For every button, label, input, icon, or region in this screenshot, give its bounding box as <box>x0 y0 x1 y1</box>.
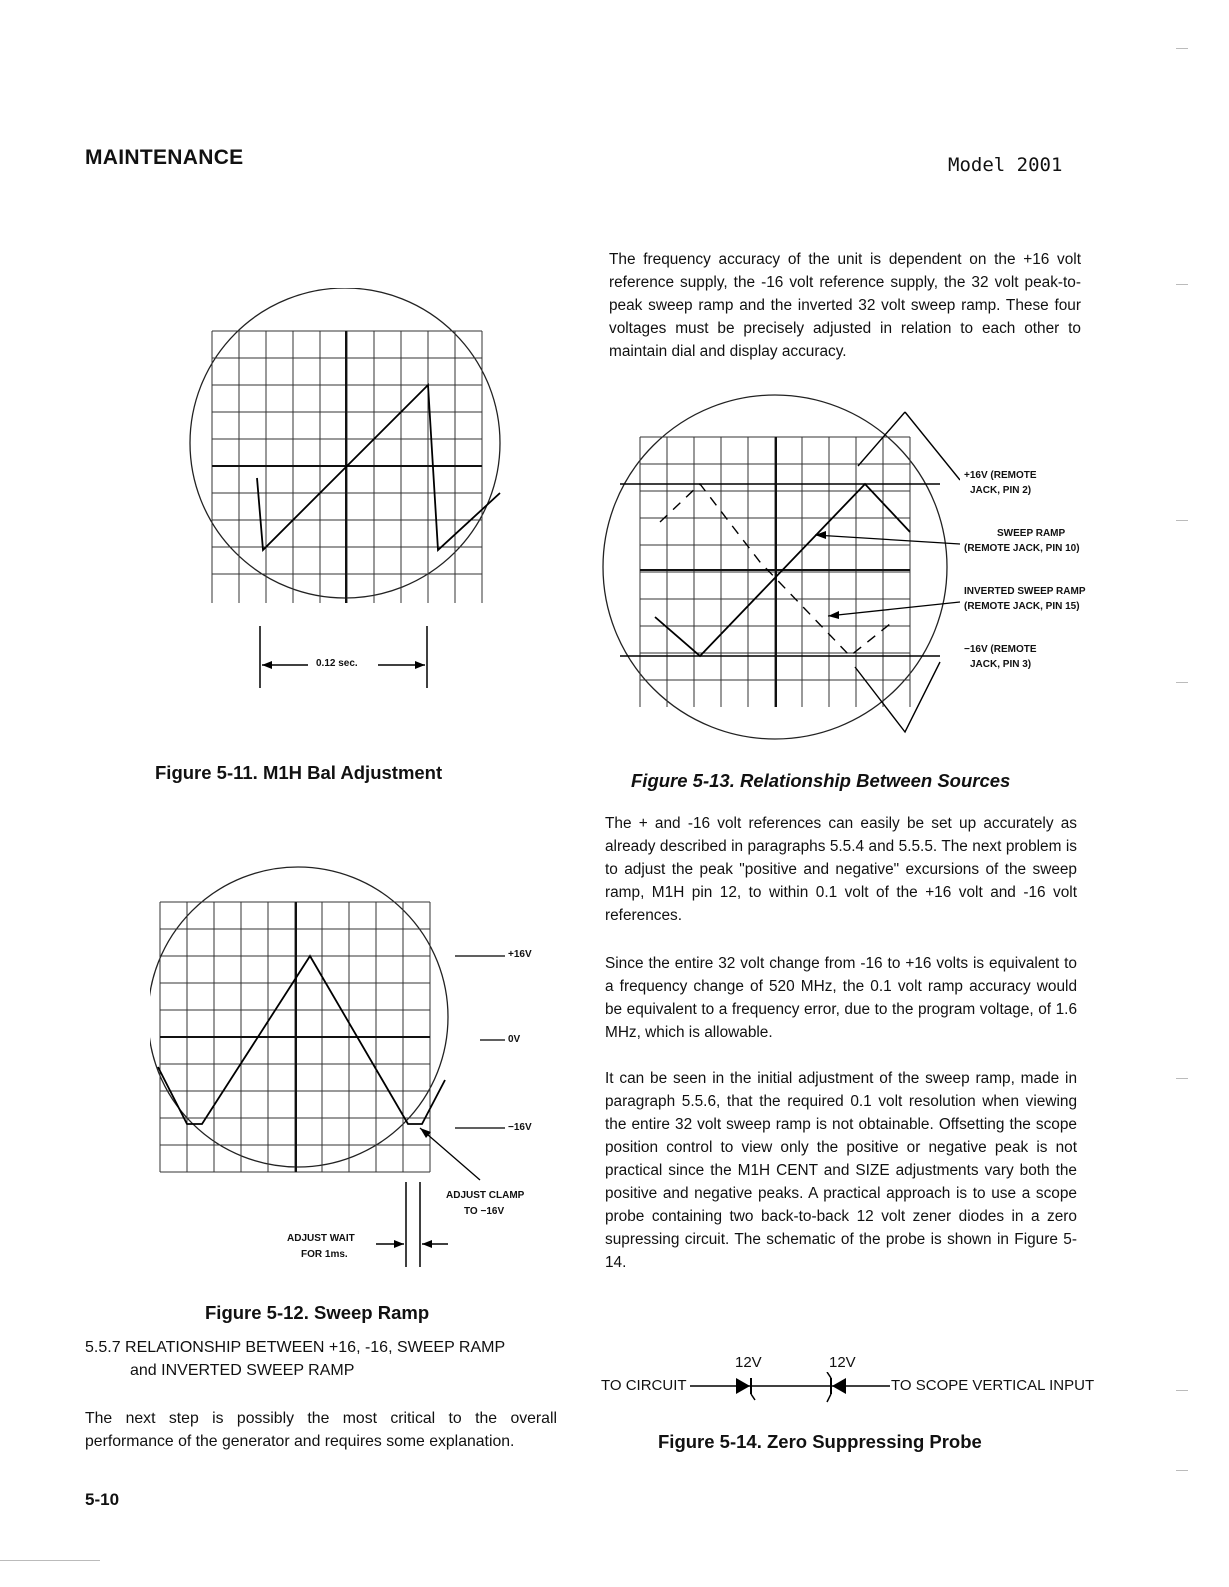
margin-mark <box>1176 520 1188 521</box>
zener-diode-2 <box>832 1378 846 1394</box>
figure-5-12-scope <box>150 862 550 1282</box>
zener-schematic <box>690 1372 895 1406</box>
label-a2: JACK, PIN 2) <box>970 485 1032 496</box>
margin-mark <box>1176 1078 1188 1079</box>
page-number: 5-10 <box>85 1490 120 1509</box>
probe-right-label: TO SCOPE VERTICAL INPUT <box>891 1377 1095 1394</box>
figure-5-11-scope <box>160 288 520 698</box>
figure-5-12-caption: Figure 5-12. Sweep Ramp <box>205 1302 430 1323</box>
label-b2: (REMOTE JACK, PIN 10) <box>964 543 1080 554</box>
label-clamp-2: TO −16V <box>464 1206 505 1217</box>
label-wait-1: ADJUST WAIT <box>287 1233 355 1244</box>
margin-mark <box>1176 1390 1188 1391</box>
diode-2-label: 12V <box>829 1354 856 1371</box>
label-b1: SWEEP RAMP <box>997 528 1066 539</box>
figure-5-14-caption: Figure 5-14. Zero Suppressing Probe <box>658 1431 982 1452</box>
figure-5-13-scope <box>600 392 960 742</box>
label-pos16: +16V <box>508 949 532 960</box>
zener-diode-1 <box>736 1378 750 1394</box>
label-d1: −16V (REMOTE <box>964 644 1037 655</box>
margin-mark <box>1176 682 1188 683</box>
waveform <box>158 956 445 1124</box>
label-a1: +16V (REMOTE <box>964 470 1037 481</box>
model-header: Model 2001 <box>948 154 1063 176</box>
label-wait-2: FOR 1ms. <box>301 1249 348 1260</box>
probe-left-label: TO CIRCUIT <box>601 1377 687 1394</box>
figure-5-13-caption: Figure 5-13. Relationship Between Sources <box>631 770 1011 791</box>
diode-1-label: 12V <box>735 1354 762 1371</box>
figure-5-11-caption: Figure 5-11. M1H Bal Adjustment <box>155 762 443 783</box>
margin-mark <box>1176 48 1188 49</box>
time-label: 0.12 sec. <box>316 658 358 669</box>
margin-mark <box>1176 1470 1188 1471</box>
label-c1: INVERTED SWEEP RAMP <box>964 586 1086 597</box>
paragraph-3: Since the entire 32 volt change from -16 to +16 volts is equivalent to a frequency change of 520 MHz, the 0.1 volt ramp accuracy would be equivalent to a frequency error, due to the program voltage, of 1.6 MHz, which is allowable. <box>605 955 1077 1041</box>
label-0v: 0V <box>508 1034 521 1045</box>
label-clamp-1: ADJUST CLAMP <box>446 1190 525 1201</box>
label-neg16: −16V <box>508 1122 532 1133</box>
margin-mark <box>1176 284 1188 285</box>
label-c2: (REMOTE JACK, PIN 15) <box>964 601 1080 612</box>
bottom-edge-mark <box>0 1560 100 1561</box>
label-d2: JACK, PIN 3) <box>970 659 1032 670</box>
intro-paragraph: The frequency accuracy of the unit is dependent on the +16 volt reference supply, the -16 volt reference supply, the 32 volt peak-to-peak sweep ramp and the inverted 32 volt sweep ramp. These four voltages must be precisely adjusted in relation to each other to maintain dial and display accuracy. <box>609 251 1081 360</box>
paragraph-2: The + and -16 volt references can easily be set up accurately as already described in paragraphs 5.5.4 and 5.5.5. The next problem is to adjust the peak "positive and negative" excursions of the sweep ramp, M1H pin 12, to within 0.1 volt of the +16 volt and -16 volt references. <box>605 815 1077 924</box>
paragraph-4: It can be seen in the initial adjustment of the sweep ramp, made in paragraph 5.5.6, that the required 0.1 volt resolution when viewing the entire 32 volt sweep ramp is not obtainable. Offsetting the scope position control to view only the positive or negative peak is not practical since the M1H CENT and SIZE adjustments vary both the positive and negative peaks. A practical approach is to use a scope probe containing two back-to-back 12 volt zener diodes in a zero supressing circuit. The schematic of the probe is shown in Figure 5-14. <box>605 1070 1077 1271</box>
section-header: MAINTENANCE <box>85 146 244 169</box>
section-heading-line2: and INVERTED SWEEP RAMP <box>130 1362 355 1379</box>
paragraph-5: The next step is possibly the most critical to the overall performance of the generator and requires some explanation. <box>85 1410 557 1450</box>
section-heading-line1: 5.5.7 RELATIONSHIP BETWEEN +16, -16, SWEEP RAMP <box>85 1339 506 1356</box>
